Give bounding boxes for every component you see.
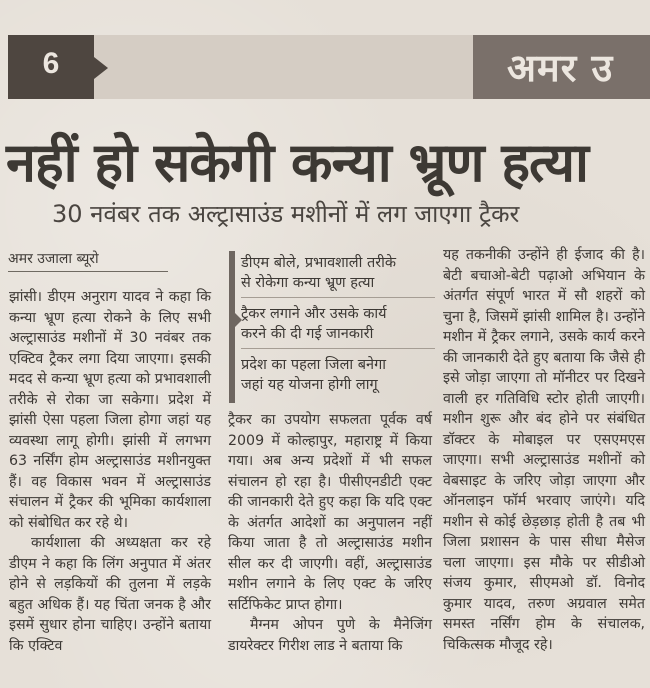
- page-number-box: [8, 35, 94, 99]
- pullquote-bar: [229, 251, 235, 403]
- paragraph: कार्यशाला की अध्यक्षता कर रहे डीएम ने कहा कि लिंग अनुपात में अंतर होने से लड़कियों की तुलना में लड़के बहुत अधिक हैं। यह चिंता जनक है और इसमें सुधार होना चाहिए। उन्होंने बताया कि एक्टिव: [9, 535, 211, 654]
- pullquote-line: ट्रैकर लगाने और उसके कार्य: [241, 306, 387, 322]
- byline: अमर उजाला ब्यूरो: [8, 249, 168, 272]
- pullquote-line: प्रदेश का पहला जिला बनेगा: [241, 357, 387, 373]
- pullquote-box: [229, 251, 435, 403]
- paragraph: मैग्नम ओपन पुणे के मैनेजिंग डायरेक्टर गिरीश लाड ने बताया कि: [228, 617, 432, 654]
- article-column-3: [443, 245, 645, 655]
- pullquote-item: [241, 348, 435, 399]
- paragraph: यह तकनीकी उन्होंने ही ईजाद की है। बेटी बचाओ-बेटी पढ़ाओ अभियान के अंतर्गत संपूर्ण भारत में सौ शहरों को चुना है, जिसमें झांसी शामिल है। उन्होंने मशीन में ट्रैकर लगाने, उसके कार्य करने की जानकारी देते हुए बताया कि जैसे ही इसे जोड़ा जाएगा तो मॉनीटर पर दिखने वाली हर गतिविधि स्टोर होती जाएगी। मशीन शुरू और बंद होने पर संबंधित डॉक्टर के मोबाइल पर एसएमएस जाएगा। सभी अल्ट्रासाउंड मशीनों को वेबसाइट के जरिए जोड़ा जाएगा और ऑनलाइन फॉर्म भरवाए जाएंगे। यदि मशीन से कोई छेड़छाड़ होती है तब भी जिला प्रशासन के पास सीधा मैसेज चला जाएगा। इस मौके पर सीडीओ संजय कुमार, सीएमओ डॉ. विनोद कुमार यादव, तरुण अग्रवाल समेत समस्त नर्सिंग होम के संचालक, चिकित्सक मौजूद रहे।: [443, 247, 645, 653]
- pullquote-line: डीएम बोले, प्रभावशाली तरीके: [241, 255, 397, 271]
- paragraph: ट्रैकर का उपयोग सफलता पूर्वक वर्ष 2009 में कोल्हापुर, महाराष्ट्र में किया गया। अब अन्य प्रदेशों में भी सफल संचालन हो रहा है। पीसीएनडीटी एक्ट की जानकारी देते हुए कहा कि यदि एक्ट के अंतर्गत आदेशों का अनुपालन नहीं किया जाता है तो अल्ट्रासाउंड मशीन सील कर दी जाएगी। वहीं, अल्ट्रासाउंड मशीन लगाने के लिए एक्ट के जरिए सर्टिफिकेट प्राप्त होगा।: [228, 412, 432, 613]
- page-number: 6: [42, 47, 60, 80]
- subheadline: 30 नवंबर तक अल्ट्रासाउंड मशीनों में लग जाएगा ट्रैकर: [52, 200, 520, 228]
- headline: नहीं हो सकेगी कन्या भ्रूण हत्या: [6, 131, 589, 194]
- pullquote-line: से रोकेगा कन्या भ्रूण हत्या: [241, 275, 375, 291]
- pullquote-item: [241, 297, 435, 348]
- article-column-1: [9, 287, 211, 656]
- paragraph: झांसी। डीएम अनुराग यादव ने कहा कि कन्या भ्रूण हत्या रोकने के लिए सभी अल्ट्रासाउंड मशीनों में 30 नवंबर तक एक्टिव ट्रैकर लगा दिया जाएगा। इसकी मदद से कन्या भ्रूण हत्या को प्रभावशाली तरीके से रोका जा सकेगा। प्रदेश में झांसी ऐसा पहला जिला होगा जहां यह व्यवस्था लागू होगी। झांसी में लगभग 63 नर्सिंग होम अल्ट्रासाउंड मशीनयुक्त हैं। वह विकास भवन में अल्ट्रासाउंड संचालन में ट्रैकर की भूमिका कार्यशाला को संबोधित कर रहे थे।: [9, 289, 211, 531]
- pullquote-line: जहां यह योजना होगी लागू: [241, 377, 378, 393]
- pullquote-item: [241, 251, 435, 297]
- article-column-2: [228, 410, 432, 656]
- masthead-logo: अमर उ: [507, 46, 614, 90]
- masthead-box: [473, 35, 650, 99]
- pullquote-line: करने की दी गई जानकारी: [241, 326, 374, 342]
